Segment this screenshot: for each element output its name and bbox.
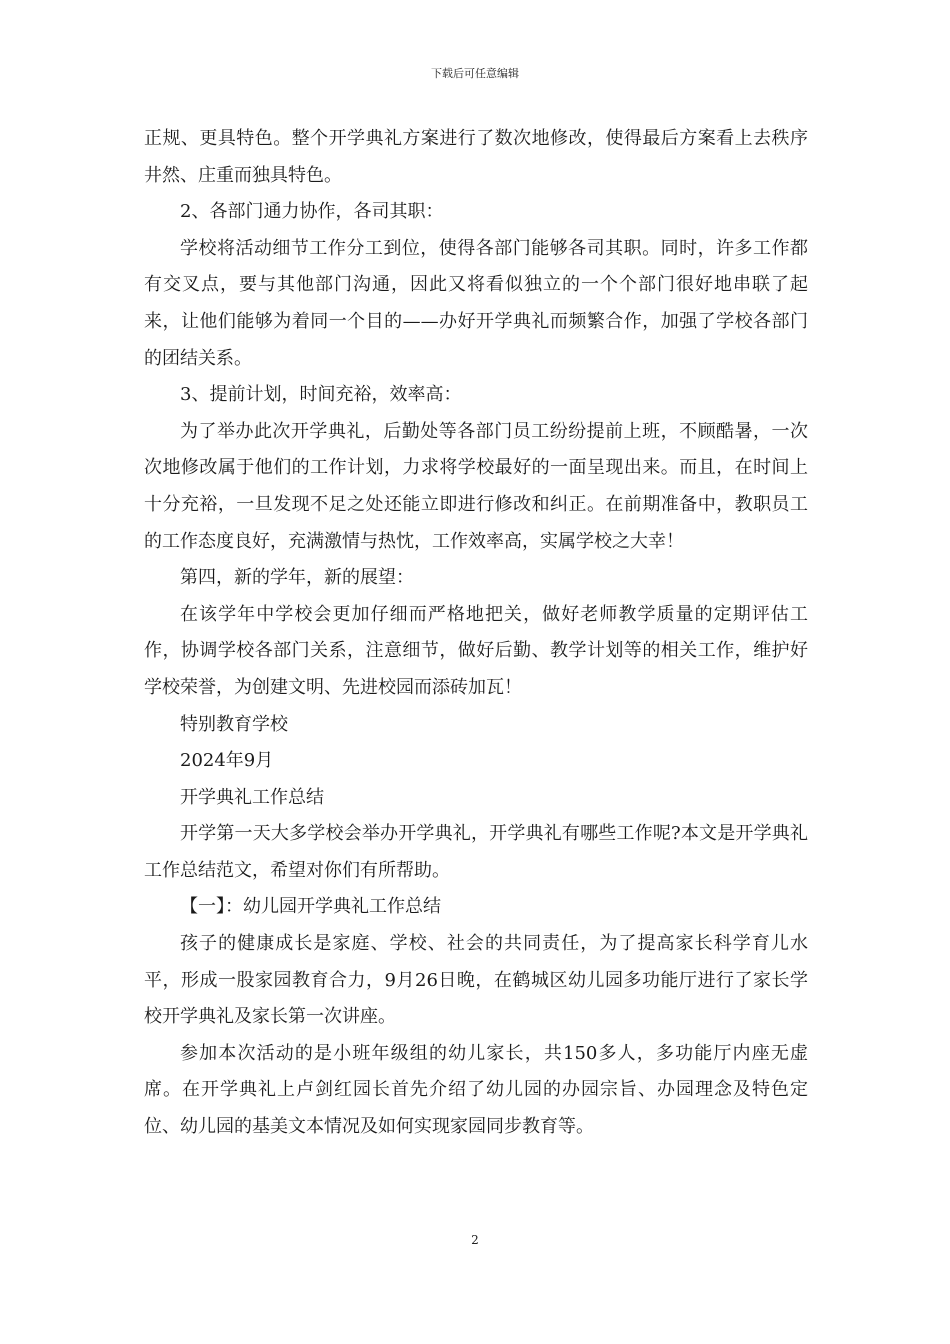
paragraph: 开学第一天大多学校会举办开学典礼，开学典礼有哪些工作呢?本文是开学典礼工作总结范文，希望对你们有所帮助。 bbox=[144, 823, 808, 881]
signature-school: 特别教育学校 bbox=[180, 713, 288, 735]
paragraph: 为了举办此次开学典礼，后勤处等各部门员工纷纷提前上班，不顾酷暑，一次次地修改属于他们的工作计划，力求将学校最好的一面呈现出来。而且，在时间上十分充裕，一旦发现不足之处还能立即进行修改和纠正。在前期准备中，教职员工的工作态度良好，充满激情与热忱，工作效率高，实属学校之大幸！ bbox=[144, 420, 808, 552]
document-title: 开学典礼工作总结 bbox=[180, 786, 324, 808]
paragraph: 正规、更具特色。整个开学典礼方案进行了数次地修改，使得最后方案看上去秩序井然、庄重而独具特色。 bbox=[144, 128, 808, 186]
section-heading: 3、提前计划，时间充裕，效率高： bbox=[180, 384, 462, 406]
document-body bbox=[144, 121, 808, 1146]
paragraph: 孩子的健康成长是家庭、学校、社会的共同责任，为了提高家长科学育儿水平，形成一股家园教育合力，9月26日晚，在鹤城区幼儿园多功能厅进行了家长学校开学典礼及家长第一次讲座。 bbox=[144, 933, 808, 1028]
signature-date: 2024年9月 bbox=[180, 750, 274, 772]
paragraph: 参加本次活动的是小班年级组的幼儿家长，共150多人，多功能厅内座无虚席。在开学典礼上卢剑红园长首先介绍了幼儿园的办园宗旨、办园理念及特色定位、幼儿园的基美文本情况及如何实现家园同步教育等。 bbox=[144, 1042, 808, 1138]
paragraph: 在该学年中学校会更加仔细而严格地把关，做好老师教学质量的定期评估工作，协调学校各部门关系，注意细节，做好后勤、教学计划等的相关工作，维护好学校荣誉，为创建文明、先进校园而添砖加瓦！ bbox=[144, 603, 808, 698]
paragraph: 学校将活动细节工作分工到位，使得各部门能够各司其职。同时，许多工作都有交叉点，要与其他部门沟通，因此又将看似独立的一个个部门很好地串联了起来，让他们能够为着同一个目的——办好开学典礼而频繁合作，加强了学校各部门的团结关系。 bbox=[144, 237, 808, 369]
page-header: 下载后可任意编辑 bbox=[431, 67, 519, 80]
section-heading: 第四，新的学年，新的展望： bbox=[180, 567, 414, 589]
page-number: 2 bbox=[471, 1233, 479, 1247]
section-heading: 【一】：幼儿园开学典礼工作总结 bbox=[180, 896, 441, 918]
section-heading: 2、各部门通力协作，各司其职： bbox=[180, 201, 444, 223]
